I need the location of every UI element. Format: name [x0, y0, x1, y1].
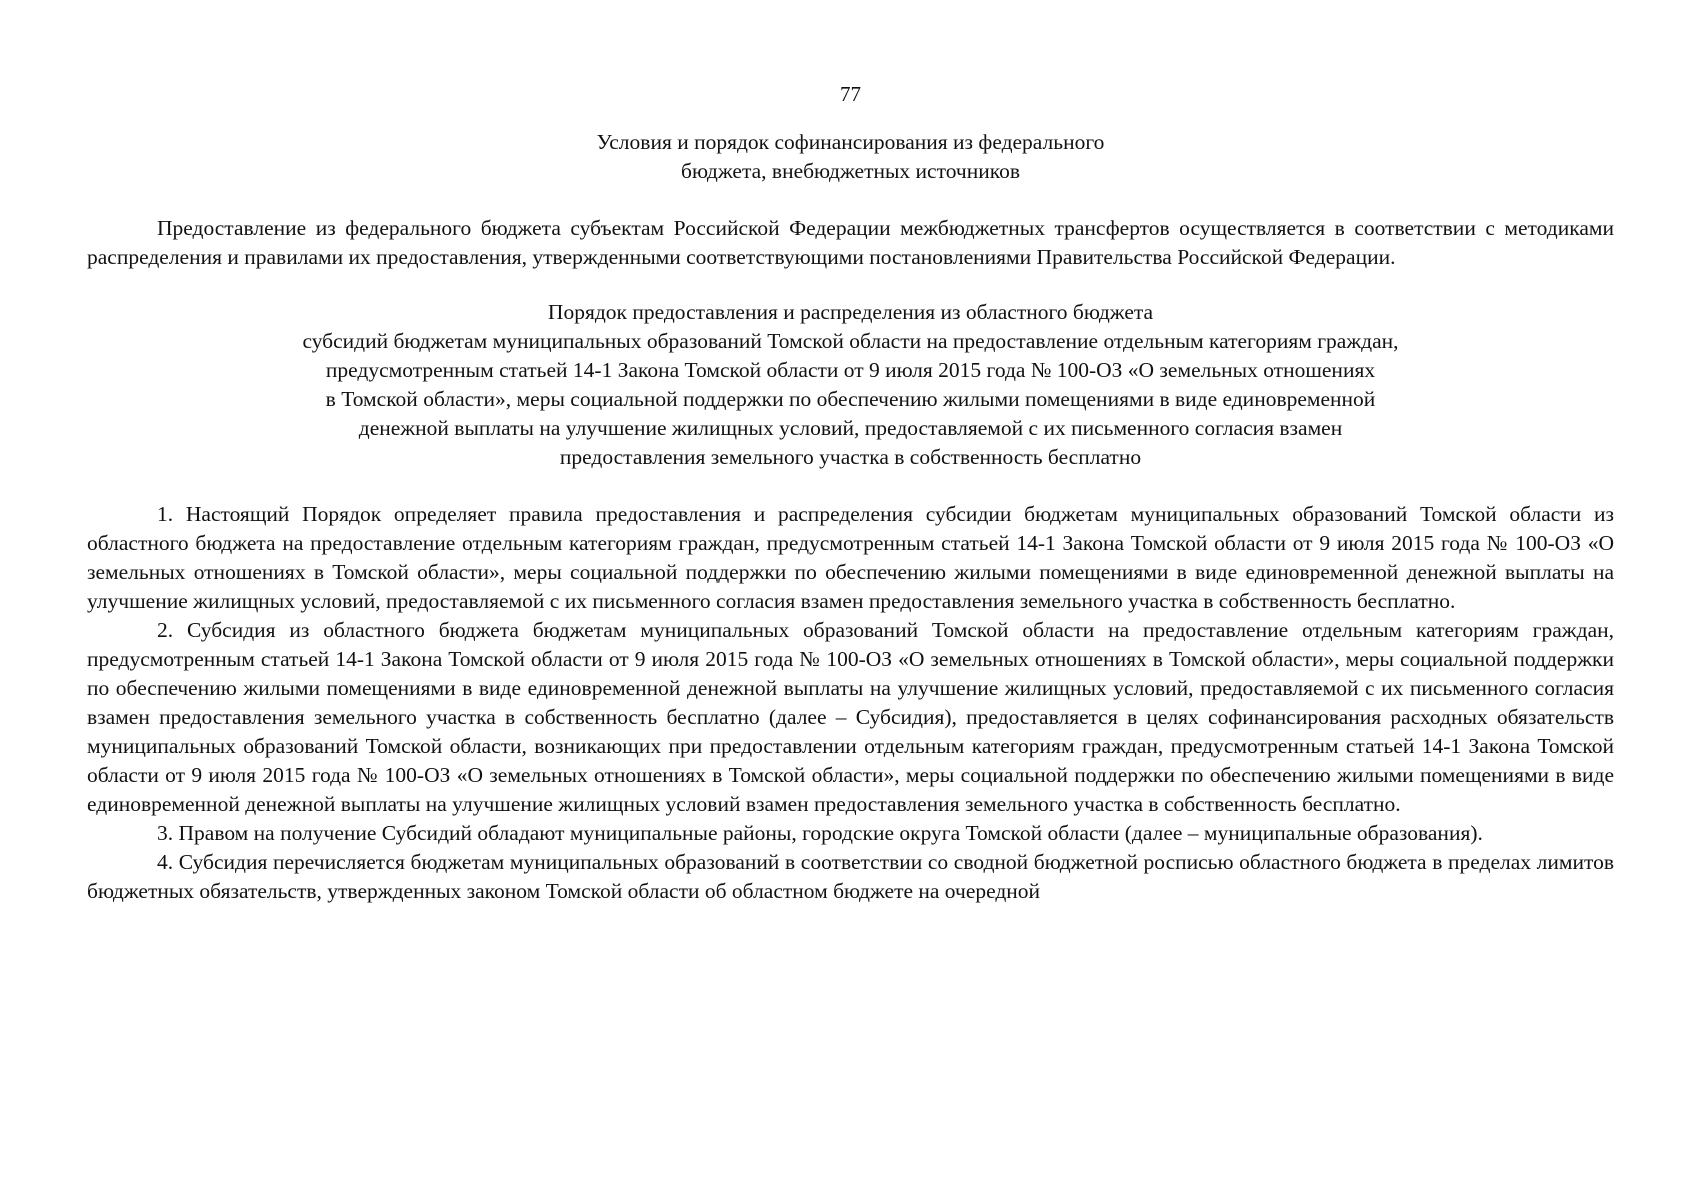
page-number: 77 [840, 82, 861, 106]
heading-line: субсидий бюджетам муниципальных образований Томской области на предоставление отдельным категориям граждан, [302, 329, 1399, 353]
heading-line: Порядок предоставления и распределения из областного бюджета [547, 300, 1154, 324]
heading-line: Условия и порядок софинансирования из федерального [596, 130, 1105, 154]
paragraph-2: 2. Субсидия из областного бюджета бюджетам муниципальных образований Томской области на предоставление отдельным категориям граждан, предусмотренным статьей 14-1 Закона Томской области от 9 июля 2015 года № 100-ОЗ «О земельных отношениях в Томской области», меры социальной поддержки по обеспечению жилыми помещениями в виде единовременной денежной выплаты на улучшение жилищных условий, предоставляемой с их письменного согласия взамен предоставления земельного участка в собственность бесплатно (далее – Субсидия), предоставляется в целях софинансирования расходных обязательств муниципальных образований Томской области, возникающих при предоставлении отдельным категориям граждан, предусмотренным статьей 14-1 Закона Томской области от 9 июля 2015 года № 100-ОЗ «О земельных отношениях в Томской области», меры социальной поддержки по обеспечению жилыми помещениями в виде единовременной денежной выплаты на улучшение жилищных условий взамен предоставления земельного участка в собственность бесплатно. [87, 618, 1614, 816]
heading-line: в Томской области», меры социальной поддержки по обеспечению жилыми помещениями в виде единовременной [325, 387, 1376, 411]
heading-line: предоставления земельного участка в собственность бесплатно [559, 445, 1142, 469]
section-heading-subsidy-procedure [87, 298, 1614, 472]
heading-line: предусмотренным статьей 14-1 Закона Томской области от 9 июля 2015 года № 100-ОЗ «О земельных отношениях [325, 358, 1376, 382]
intro-paragraph: Предоставление из федерального бюджета субъектам Российской Федерации межбюджетных трансфертов осуществляется в соответствии с методиками распределения и правилами их предоставления, утвержденными соответствующими постановлениями Правительства Российской Федерации. [87, 216, 1614, 269]
section-heading-cofinancing [87, 128, 1614, 186]
paragraph-4: 4. Субсидия перечисляется бюджетам муниципальных образований в соответствии со сводной бюджетной росписью областного бюджета в пределах лимитов бюджетных обязательств, утвержденных законом Томской области об областном бюджете на очередной [87, 850, 1614, 903]
paragraph-1: 1. Настоящий Порядок определяет правила предоставления и распределения субсидии бюджетам муниципальных образований Томской области из областного бюджета на предоставление отдельным категориям граждан, предусмотренным статьей 14-1 Закона Томской области от 9 июля 2015 года № 100-ОЗ «О земельных отношениях в Томской области», меры социальной поддержки по обеспечению жилыми помещениями в виде единовременной денежной выплаты на улучшение жилищных условий, предоставляемой с их письменного согласия взамен предоставления земельного участка в собственность бесплатно. [87, 502, 1614, 613]
paragraph-3: 3. Правом на получение Субсидий обладают муниципальные районы, городские округа Томской области (далее – муниципальные образования). [157, 821, 1483, 845]
heading-line: бюджета, внебюджетных источников [681, 159, 1020, 183]
document-page [87, 80, 1614, 906]
heading-line: денежной выплаты на улучшение жилищных условий, предоставляемой с их письменного согласия взамен [358, 416, 1343, 440]
